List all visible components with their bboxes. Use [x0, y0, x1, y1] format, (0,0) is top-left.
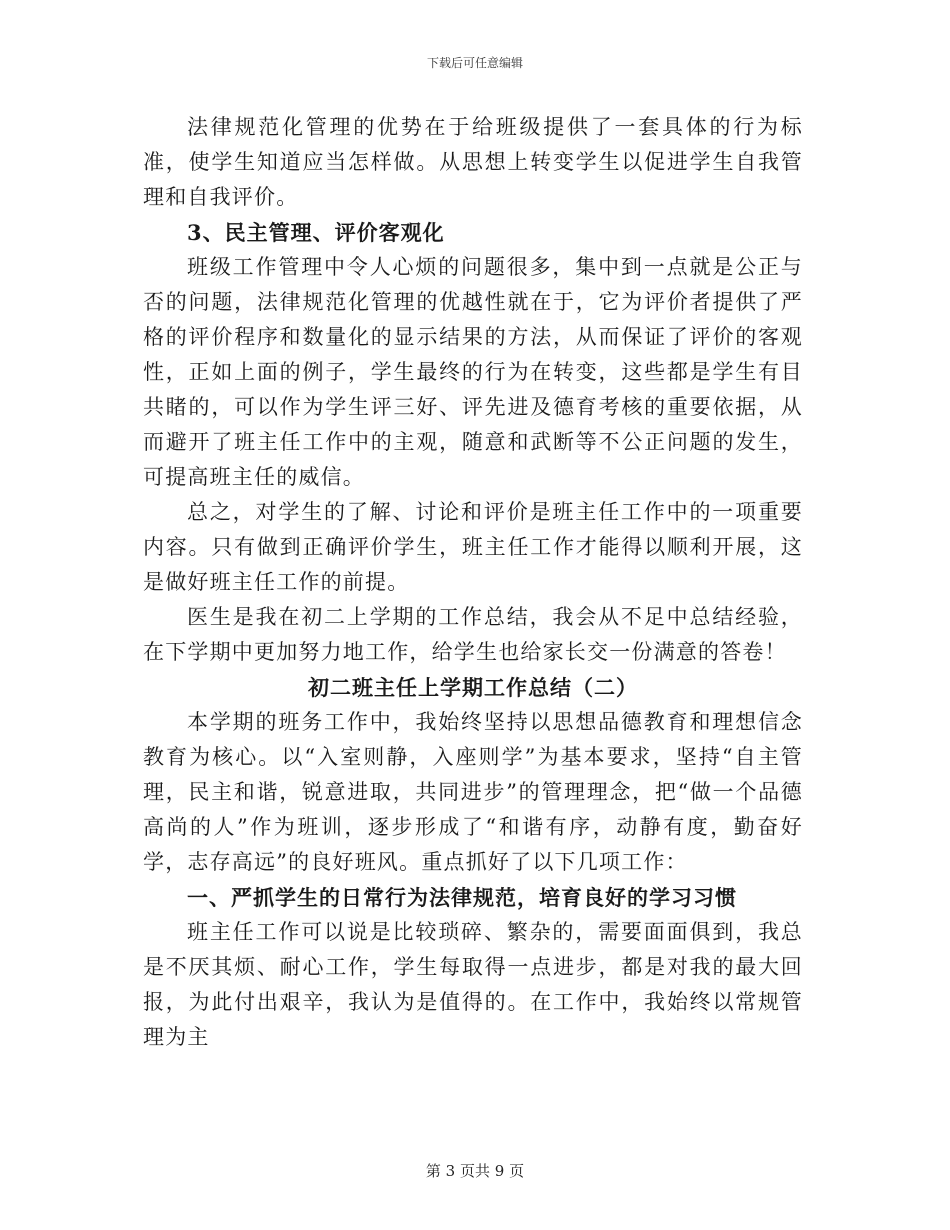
page-header-note: 下载后可任意编辑 [426, 56, 523, 70]
paragraph-4: 医生是我在初二上学期的工作总结，我会从不足中总结经验，在下学期中更加努力地工作，给学生也给家长交一份满意的答卷！ [143, 605, 803, 664]
document-body [143, 110, 803, 1055]
page-footer: 第 3 页共 9 页 [425, 1162, 525, 1180]
document-title-2: 初二班主任上学期工作总结（二） [308, 675, 638, 700]
paragraph-3: 总之，对学生的了解、讨论和评价是班主任工作中的一项重要内容。只有做到正确评价学生，班主任工作才能得以顺利开展，这是做好班主任工作的前提。 [143, 500, 803, 594]
section-heading-3: 3、民主管理、评价客观化 [187, 220, 445, 245]
paragraph-5: 本学期的班务工作中，我始终坚持以思想品德教育和理想信念教育为核心。以“入室则静，入座则学”为基本要求，坚持“自主管理，民主和谐，锐意进取，共同进步”的管理理念，把“做一个品德高尚的人”作为班训，逐步形成了“和谐有序，动静有度，勤奋好学，志存高远”的良好班风。重点抓好了以下几项工作： [143, 710, 803, 874]
section-heading-1: 一、严抓学生的日常行为法律规范，培育良好的学习习惯 [187, 885, 737, 910]
paragraph-1: 法律规范化管理的优势在于给班级提供了一套具体的行为标准，使学生知道应当怎样做。从思想上转变学生以促进学生自我管理和自我评价。 [143, 115, 803, 209]
paragraph-6: 班主任工作可以说是比较琐碎、繁杂的，需要面面俱到，我总是不厌其烦、耐心工作，学生每取得一点进步，都是对我的最大回报，为此付出艰辛，我认为是值得的。在工作中，我始终以常规管理为主 [143, 920, 803, 1049]
paragraph-2: 班级工作管理中令人心烦的问题很多，集中到一点就是公正与否的问题，法律规范化管理的优越性就在于，它为评价者提供了严格的评价程序和数量化的显示结果的方法，从而保证了评价的客观性，正如上面的例子，学生最终的行为在转变，这些都是学生有目共睹的，可以作为学生评三好、评先进及德育考核的重要依据，从而避开了班主任工作中的主观，随意和武断等不公正问题的发生，可提高班主任的威信。 [143, 255, 803, 489]
